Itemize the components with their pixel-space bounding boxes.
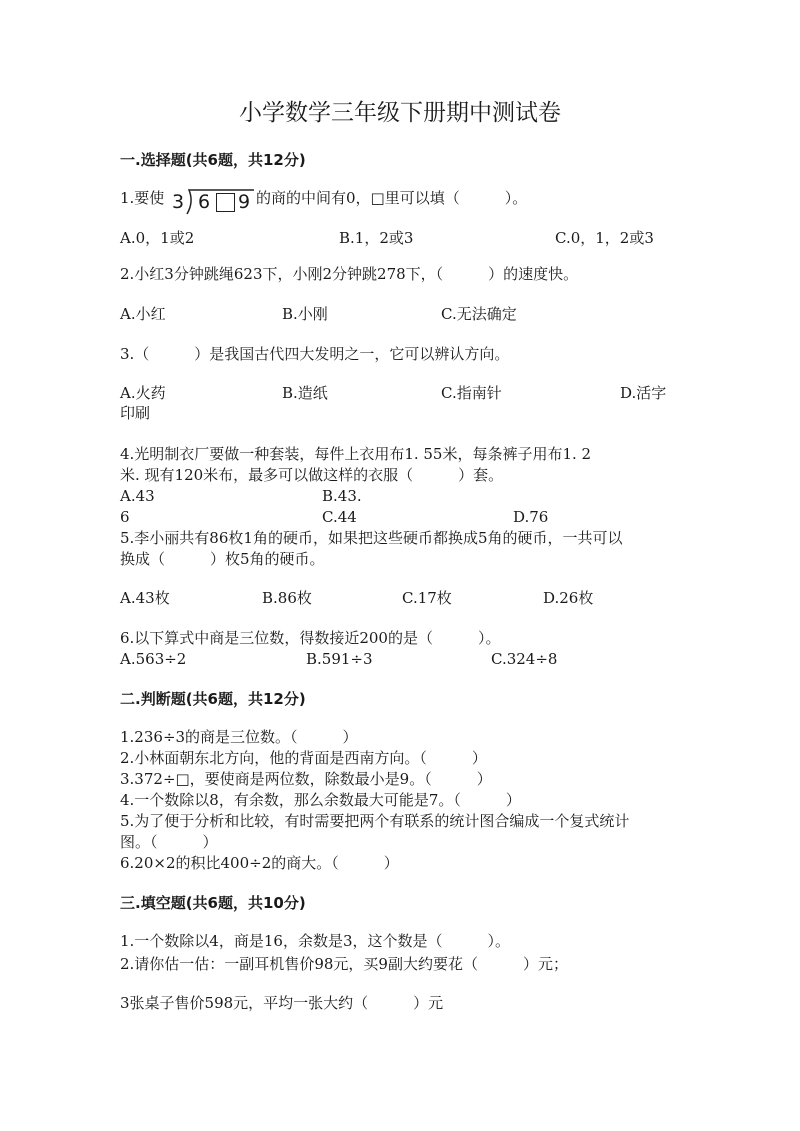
question-stem: 1.要使 <box>120 189 165 207</box>
fill-item: 1.一个数除以4，商是16，余数是3，这个数是（ ）。 <box>120 932 510 950</box>
divisor: 3 <box>172 191 185 213</box>
option: B.43. <box>322 487 362 505</box>
section-heading: 三.填空题(共6题，共10分) <box>120 894 306 912</box>
option: B.1，2或3 <box>339 229 414 247</box>
option: A.563÷2 <box>120 650 187 668</box>
option: D.26枚 <box>543 589 594 607</box>
question-stem: 换成（ ）枚5角的硬币。 <box>120 550 325 568</box>
page-title: 小学数学三年级下册期中测试卷 <box>239 100 561 126</box>
section-heading: 一.选择题(共6题，共12分) <box>120 151 306 169</box>
option: B.591÷3 <box>306 650 373 668</box>
judge-item: 2.小林面朝东北方向，他的背面是西南方向。（ ） <box>120 749 487 767</box>
option: C.0，1，2或3 <box>555 229 654 247</box>
question-stem: 的商的中间有0，□里可以填（ ）。 <box>256 189 528 207</box>
judge-item: 4.一个数除以8，有余数，那么余数最大可能是7。（ ） <box>120 791 521 809</box>
option: C.17枚 <box>402 589 452 607</box>
option: C.指南针 <box>441 384 502 402</box>
option: B.小刚 <box>282 305 328 323</box>
judge-item: 3.372÷□，要使商是两位数，除数最小是9。（ ） <box>120 770 492 788</box>
judge-item: 5.为了便于分析和比较，有时需要把两个有联系的统计图合编成一个复式统计 <box>120 812 630 830</box>
option: A.小红 <box>120 305 166 323</box>
option: C.无法确定 <box>441 305 517 323</box>
question-stem: 6.以下算式中商是三位数，得数接近200的是（ ）。 <box>120 629 501 647</box>
question-stem: 米. 现有120米布，最多可以做这样的衣服（ ）套。 <box>120 466 504 484</box>
dividend-digit: 9 <box>238 191 251 213</box>
option: A.0，1或2 <box>120 229 195 247</box>
option-wrap: 印刷 <box>120 404 151 422</box>
judge-item: 6.20×2的积比400÷2的商大。（ ） <box>120 854 399 872</box>
option: B.造纸 <box>282 384 328 402</box>
option: D.76 <box>513 508 549 526</box>
dividend-digit: 6 <box>198 191 211 213</box>
option-wrap: 6 <box>120 508 130 526</box>
option: A.43枚 <box>120 589 170 607</box>
option: A.火药 <box>120 384 166 402</box>
section-heading: 二.判断题(共6题，共12分) <box>120 690 306 708</box>
fill-item: 3张桌子售价598元，平均一张大约（ ）元 <box>120 994 444 1012</box>
judge-item: 1.236÷3的商是三位数。（ ） <box>120 728 358 746</box>
fill-item: 2.请你估一估：一副耳机售价98元，买9副大约要花（ ）元； <box>120 955 568 973</box>
option: C.44 <box>322 508 357 526</box>
option: A.43 <box>120 487 155 505</box>
question-stem: 3.（ ）是我国古代四大发明之一，它可以辨认方向。 <box>120 345 510 363</box>
option: B.86枚 <box>262 589 312 607</box>
option: D.活字 <box>620 384 667 402</box>
judge-item: 图。（ ） <box>120 833 218 851</box>
question-stem: 4.光明制衣厂要做一种套装，每件上衣用布1. 55米，每条裤子用布1. 2 <box>120 445 592 463</box>
long-division-figure <box>170 186 254 216</box>
question-stem: 2.小红3分钟跳绳623下，小刚2分钟跳278下，（ ）的速度快。 <box>120 265 579 283</box>
blank-square <box>216 193 235 212</box>
option: C.324÷8 <box>491 650 558 668</box>
question-stem: 5.李小丽共有86枚1角的硬币，如果把这些硬币都换成5角的硬币，一共可以 <box>120 529 623 547</box>
